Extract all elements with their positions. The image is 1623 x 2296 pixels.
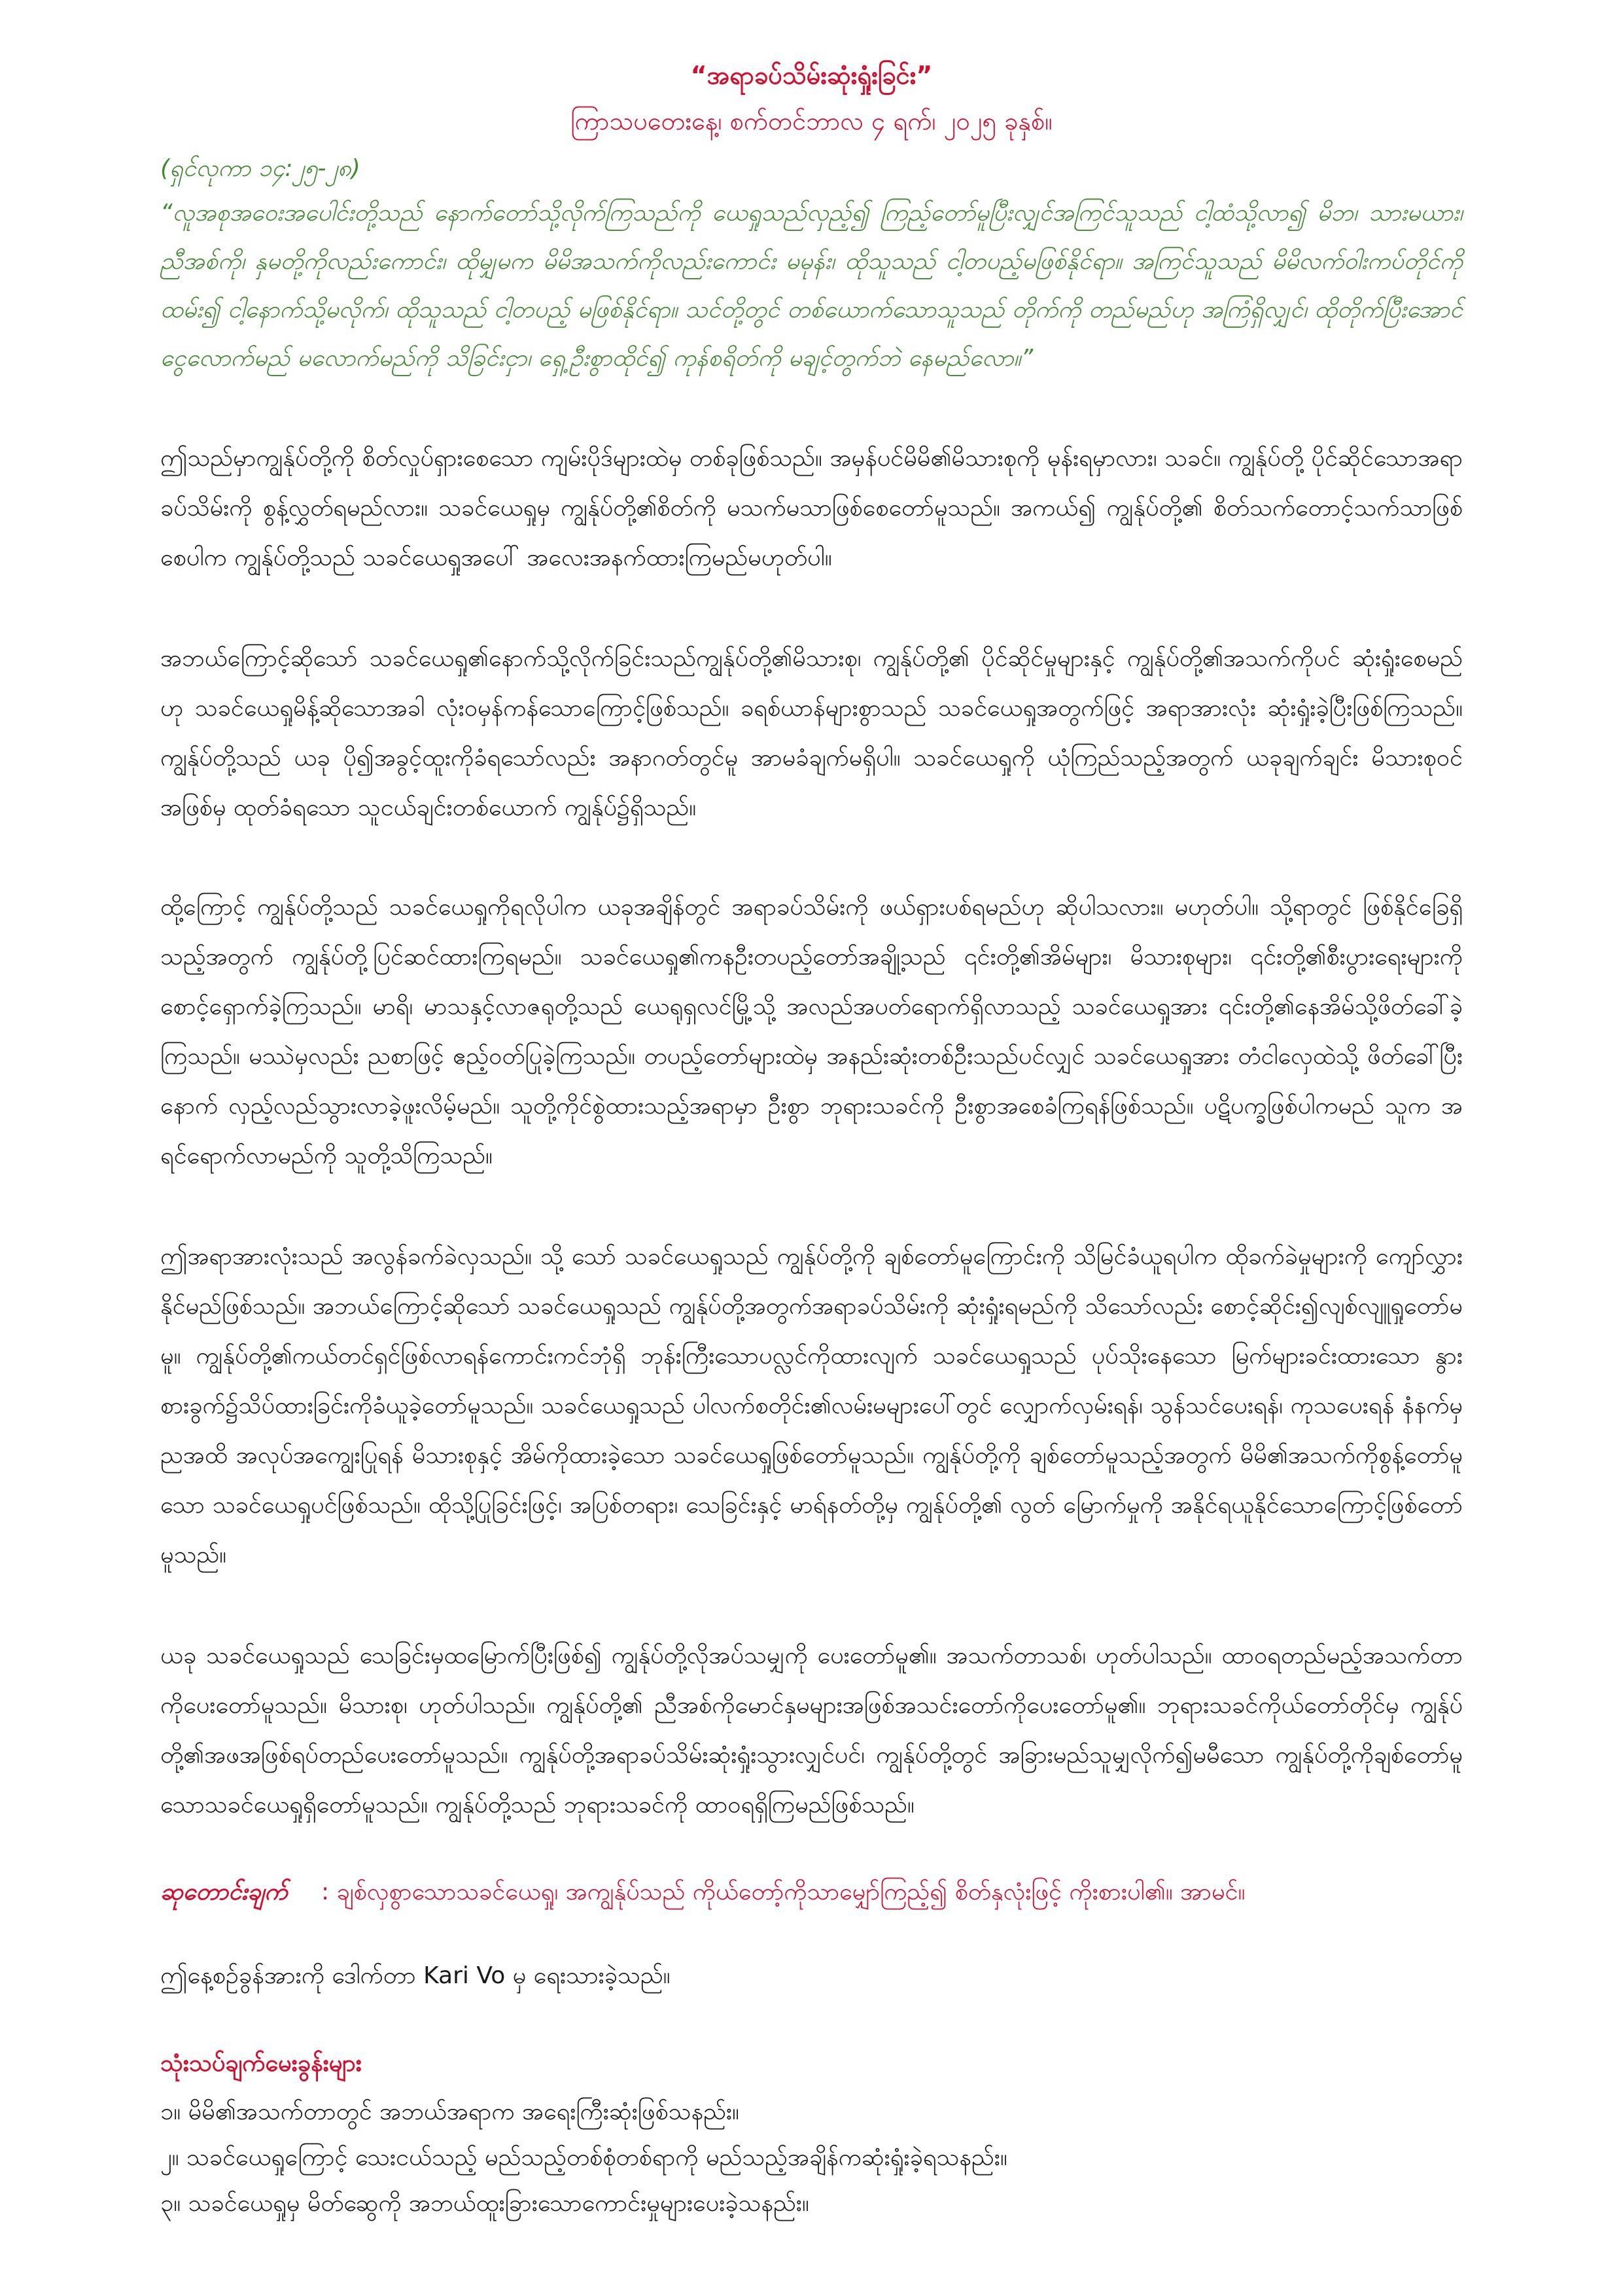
body-paragraph-1: ဤသည်မှာကျွန်ုပ်တို့ကို စိတ်လှုပ်ရှားစေသော ကျမ်းပိုဒ်များထဲမှ တစ်ခုဖြစ်သည်။ အမှန်ပင်မိမိ၏မိသားစုကို မုန်းရမှာလား၊ သခင်။ ကျွန်ုပ်တို့ ပိုင်ဆိုင်သောအရာခပ်သိမ်းကို စွန့်လွှတ်ရမည်လား။ သခင်ယေရှုမှ ကျွန်ုပ်တို့၏စိတ်ကို မသက်မသာဖြစ်စေတော်မူသည်။ အကယ်၍ ကျွန်ုပ်တို့၏ စိတ်သက်တောင့်သက်သာဖြစ်စေပါက ကျွန်ုပ်တို့သည် သခင်ယေရှုအပေါ် အလေးအနက်ထားကြမည်မဟုတ်ပါ။ [160,445,1463,571]
question-item: ၁။ မိမိ၏အသက်တာတွင် အဘယ်အရာက အရေးကြီးဆုံးဖြစ်သနည်း။ [160,2098,739,2125]
prayer [160,1869,1463,1915]
page-title: “အရာခပ်သိမ်းဆုံးရှုံးခြင်း” [690,61,933,90]
body-paragraph-5: ယခု သခင်ယေရှုသည် သေခြင်းမှထမြောက်ပြီးဖြစ်၍ ကျွန်ုပ်တို့လိုအပ်သမျှကို ပေးတော်မူ၏။ အသက်တာသစ်၊ ဟုတ်ပါသည်။ ထာဝရတည်မည့်အသက်တာကိုပေးတော်မူသည်။ မိသားစု၊ ဟုတ်ပါသည်။ ကျွန်ုပ်တို့၏ ညီအစ်ကိုမောင်နှမများအဖြစ်အသင်းတော်ကိုပေးတော်မူ၏။ ဘုရားသခင်ကိုယ်တော်တိုင်မှ ကျွန်ုပ်တို့၏အဖအဖြစ်ရပ်တည်ပေးတော်မူသည်။ ကျွန်ုပ်တို့အရာခပ်သိမ်းဆုံးရှုံးသွားလျှင်ပင်၊ ကျွန်ုပ်တို့တွင် အခြားမည်သူမျှလိုက်၍မမီသော ကျွန်ုပ်တို့ကိုချစ်တော်မူသောသခင်ယေရှုရှိတော်မူသည်။ ကျွန်ုပ်တို့သည် ဘုရားသခင်ကို ထာဝရရှိကြမည်ဖြစ်သည်။ [160,1642,1463,1818]
body-paragraph-3: ထို့ကြောင့် ကျွန်ုပ်တို့သည် သခင်ယေရှုကိုရလိုပါက ယခုအချိန်တွင် အရာခပ်သိမ်းကို ဖယ်ရှားပစ်ရမည်ဟု ဆိုပါသလား။ မဟုတ်ပါ။ သို့ရာတွင် ဖြစ်နိုင်ခြေရှိသည့်အတွက် ကျွန်ုပ်တို့ပြင်ဆင်ထားကြရမည်။ သခင်ယေရှု၏ကနဦးတပည့်တော်အချို့သည် ၎င်းတို့၏အိမ်များ၊ မိသားစုများ၊ ၎င်းတို့၏စီးပွားရေးများကို စောင့်ရှောက်ခဲ့ကြသည်။ မာရိ၊ မာသနှင့်လာဇရုတို့သည် ယေရုရှလင်မြို့သို့ အလည်အပတ်ရောက်ရှိလာသည့် သခင်ယေရှုအား ၎င်းတို့၏နေအိမ်သို့ဖိတ်ခေါ်ခဲ့ကြသည်။ မဿဲမှလည်း ညစာဖြင့် ဧည့်ဝတ်ပြုခဲ့ကြသည်။ တပည့်တော်များထဲမှ အနည်းဆုံးတစ်ဦးသည်ပင်လျှင် သခင်ယေရှုအား တံငါလှေထဲသို့ ဖိတ်ခေါ်ပြီးနောက် လှည့်လည်သွားလာခဲ့ဖူးလိမ့်မည်။ သူတို့ကိုင်စွဲထားသည့်အရာမှာ ဦးစွာ ဘုရားသခင်ကို ဦးစွာအစေခံကြရန်ဖြစ်သည်။ ပဋိပက္ခဖြစ်ပါကမည် သူက အရင်ရောက်လာမည်ကို သူတို့သိကြသည်။ [160,894,1463,1169]
questions-heading: သုံးသပ်ချက်မေးခွန်းများ [160,2050,362,2077]
page-date: ကြာသပတေးနေ့၊ စက်တင်ဘာလ ၄ ရက်၊ ၂၀၂၅ ခုနှစ်။ [570,107,1053,135]
prayer-text: : ချစ်လှစွာသောသခင်ယေရှု၊ အကျွန်ုပ်သည် ကိုယ်တော့်ကိုသာမျှော်ကြည့်၍ စိတ်နှလုံးဖြင့် ကိုးစားပါ၏။ အာမင်။ [321,1879,1246,1905]
question-item: ၂။ သခင်ယေရှုကြောင့် သေးငယ်သည့် မည်သည့်တစ်စုံတစ်ရာကို မည်သည့်အချိန်ကဆုံးရှုံးခဲ့ရသနည်း။ [160,2144,1007,2171]
scripture-reference: (ရှင်လုကာ ၁၄:၂၅-၂၈) [160,155,360,182]
author-note: ဤနေ့စဉ်ခွန်အားကို ဒေါက်တာ Kari Vo မှ ရေးသားခဲ့သည်။ [160,1962,671,1989]
body-paragraph-2: အဘယ်ကြောင့်ဆိုသော် သခင်ယေရှု၏နောက်သို့လိုက်ခြင်းသည်ကျွန်ုပ်တို့၏မိသားစု၊ ကျွန်ုပ်တို့၏ ပိုင်ဆိုင်မှုများနှင့် ကျွန်ုပ်တို့၏အသက်ကိုပင် ဆုံးရှုံးစေမည်ဟု သခင်ယေရှုမိန့်ဆိုသောအခါ လုံးဝမှန်ကန်သောကြောင့်ဖြစ်သည်။ ခရစ်ယာန်များစွာသည် သခင်ယေရှုအတွက်ဖြင့် အရာအားလုံး ဆုံးရှုံးခဲ့ပြီးဖြစ်ကြသည်။ ကျွန်ုပ်တို့သည် ယခု ပို၍အခွင့်ထူးကိုခံရသော်လည်း အနာဂတ်တွင်မူ အာမခံချက်မရှိပါ။ သခင်ယေရှုကို ယုံကြည်သည့်အတွက် ယခုချက်ချင်း မိသားစုဝင်အဖြစ်မှ ထုတ်ခံရသော သူငယ်ချင်းတစ်ယောက် ကျွန်ုပ်၌ရှိသည်။ [160,645,1463,821]
prayer-label: ဆုတောင်းချက် [160,1879,288,1905]
scripture-text: “လူအစုအဝေးအပေါင်းတို့သည် နောက်တော်သို့လိုက်ကြသည်ကို ယေရှုသည်လှည့်၍ ကြည့်တော်မူပြီးလျှင်အကြင်သူသည် ငါ့ထံသို့လာ၍ မိဘ၊ သားမယား၊ ညီအစ်ကို၊ နှမတို့ကိုလည်းကောင်း၊ ထိုမျှမက မိမိအသက်ကိုလည်းကောင်း မမုန်း၊ ထိုသူသည် ငါ့တပည့်မဖြစ်နိုင်ရာ။ အကြင်သူသည် မိမိလက်ဝါးကပ်တိုင်ကို ထမ်း၍ ငါ့နောက်သို့မလိုက်၊ ထိုသူသည် ငါ့တပည့် မဖြစ်နိုင်ရာ။ သင်တို့တွင် တစ်ယောက်သောသူသည် တိုက်ကို တည်မည်ဟု အကြံရှိလျှင်၊ ထိုတိုက်ပြီးအောင် ငွေလောက်မည် မလောက်မည်ကို သိခြင်းငှာ၊ ရှေ့ဦးစွာထိုင်၍ ကုန်စရိတ်ကို မချင့်တွက်ဘဲ နေမည်လော။” [160,200,1463,372]
body-paragraph-4: ဤအရာအားလုံးသည် အလွန်ခက်ခဲလှသည်။ သို့ သော် သခင်ယေရှုသည် ကျွန်ုပ်တို့ကို ချစ်တော်မူကြောင်းကို သိမြင်ခံယူရပါက ထိုခက်ခဲမှုများကို ကျော်လွှားနိုင်မည်ဖြစ်သည်။ အဘယ်ကြောင့်ဆိုသော် သခင်ယေရှုသည် ကျွန်ုပ်တို့အတွက်အရာခပ်သိမ်းကို ဆုံးရှုံးရမည်ကို သိသော်လည်း စောင့်ဆိုင်း၍လျစ်လျူရှုတော်မမူ။ ကျွန်ုပ်တို့၏ကယ်တင်ရှင်ဖြစ်လာရန်ကောင်းကင်ဘုံရှိ ဘုန်းကြီးသောပလ္လင်ကိုထားလျက် သခင်ယေရှုသည် ပုပ်သိုးနေသော မြက်များခင်းထားသော နွားစားခွက်၌သိပ်ထားခြင်းကိုခံယူခဲ့တော်မူသည်။ သခင်ယေရှုသည် ပါလက်စတိုင်း၏လမ်းမများပေါ်တွင် လျှောက်လှမ်းရန်၊ သွန်သင်ပေးရန်၊ ကုသပေးရန် နံနက်မှညအထိ အလုပ်အကျွေးပြုရန် မိသားစုနှင့် အိမ်ကိုထားခဲ့သော သခင်ယေရှုဖြစ်တော်မူသည်။ ကျွန်ုပ်တို့ကို ချစ်တော်မူသည့်အတွက် မိမိ၏အသက်ကိုစွန့်တော်မူသော သခင်ယေရှုပင်ဖြစ်သည်။ ထိုသို့ပြုခြင်းဖြင့်၊ အပြစ်တရား၊ သေခြင်းနှင့် မာရ်နတ်တို့မှ ကျွန်ုပ်တို့၏ လွတ် မြောက်မှုကို အနိုင်ရယူနိုင်သောကြောင့်ဖြစ်တော်မူသည်။ [160,1243,1463,1568]
questions-list [160,2089,1463,2227]
question-item: ၃။ သခင်ယေရှုမှ မိတ်ဆွေကို အဘယ်ထူးခြားသောကောင်းမှုများပေးခဲ့သနည်း။ [160,2190,809,2217]
